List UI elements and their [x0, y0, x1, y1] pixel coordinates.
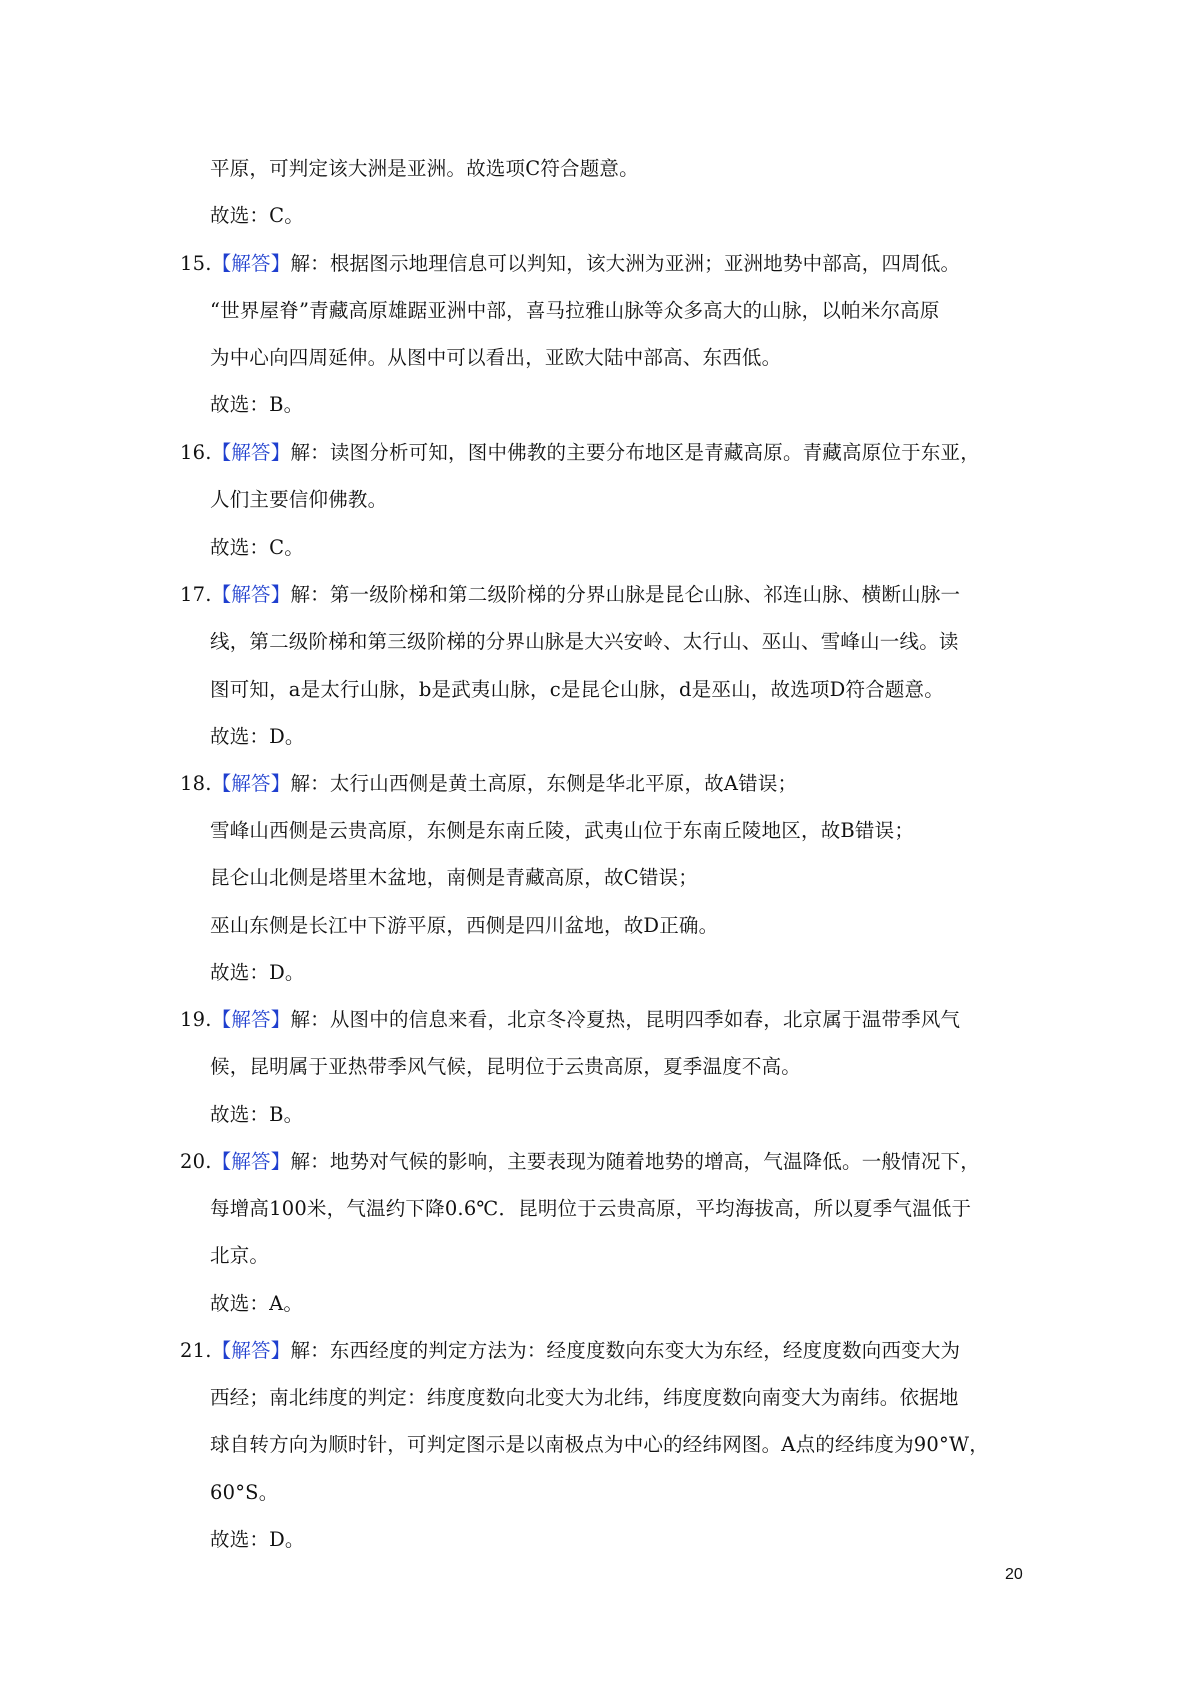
page-number: 20 — [1005, 1566, 1023, 1583]
answer-tag: 【解答】 — [211, 1008, 291, 1031]
question-number: 18. — [180, 772, 212, 795]
answer-tag: 【解答】 — [211, 583, 291, 606]
answer-text: 解：读图分析可知，图中佛教的主要分布地区是青藏高原。青藏高原位于东亚， — [290, 441, 980, 464]
question-17-line-1 — [180, 583, 960, 607]
question-number: 16. — [180, 441, 212, 464]
answer-line: 巫山东侧是长江中下游平原，西侧是四川盆地，故D正确。 — [210, 914, 719, 937]
question-21-line-1 — [180, 1339, 960, 1363]
question-number: 20. — [180, 1150, 212, 1173]
answer-line: 人们主要信仰佛教。 — [210, 488, 388, 511]
answer-text: 解：地势对气候的影响，主要表现为随着地势的增高，气温降低。一般情况下， — [290, 1150, 980, 1173]
answer-text: 解：东西经度的判定方法为：经度度数向东变大为东经，经度度数向西变大为 — [290, 1339, 961, 1362]
question-20-line-1 — [180, 1150, 980, 1174]
answer-choice: 故选：C。 — [210, 536, 304, 559]
answer-text: 解：根据图示地理信息可以判知，该大洲为亚洲；亚洲地势中部高，四周低。 — [290, 252, 961, 275]
answer-tag: 【解答】 — [211, 252, 291, 275]
question-number: 15. — [180, 252, 212, 275]
answer-line: 球自转方向为顺时针，可判定图示是以南极点为中心的经纬网图。A点的经纬度为90°W， — [210, 1433, 989, 1456]
question-15-line-1 — [180, 252, 960, 276]
answer-choice: 故选：B。 — [210, 1103, 304, 1126]
answer-text: 解：从图中的信息来看，北京冬冷夏热，昆明四季如春，北京属于温带季风气 — [290, 1008, 961, 1031]
answer-line: 西经；南北纬度的判定：纬度度数向北变大为北纬，纬度度数向南变大为南纬。依据地 — [210, 1386, 959, 1409]
answer-line: 候，昆明属于亚热带季风气候，昆明位于云贵高原，夏季温度不高。 — [210, 1055, 802, 1078]
answer-line: 昆仑山北侧是塔里木盆地，南侧是青藏高原，故C错误； — [210, 866, 698, 889]
answer-choice: 故选：D。 — [210, 1528, 305, 1551]
answer-tag: 【解答】 — [211, 441, 291, 464]
question-16-line-1 — [180, 441, 980, 465]
answer-choice: 故选：D。 — [210, 725, 305, 748]
question-number: 19. — [180, 1008, 212, 1031]
question-number: 17. — [180, 583, 212, 606]
answer-line: 雪峰山西侧是云贵高原，东侧是东南丘陵，武夷山位于东南丘陵地区，故B错误； — [210, 819, 915, 842]
answer-text: 解：太行山西侧是黄土高原，东侧是华北平原，故A错误； — [290, 772, 798, 795]
answer-line: 每增高100米，气温约下降0.6℃．昆明位于云贵高原，平均海拔高，所以夏季气温低于 — [210, 1197, 972, 1220]
answer-line: 图可知，a是太行山脉，b是武夷山脉，c是昆仑山脉，d是巫山，故选项D符合题意。 — [210, 678, 944, 701]
answer-line: 平原，可判定该大洲是亚洲。故选项C符合题意。 — [210, 157, 639, 180]
question-19-line-1 — [180, 1008, 960, 1032]
answer-tag: 【解答】 — [211, 1339, 291, 1362]
answer-line: 60°S。 — [210, 1481, 279, 1504]
answer-line: 为中心向四周延伸。从图中可以看出，亚欧大陆中部高、东西低。 — [210, 346, 782, 369]
question-number: 21. — [180, 1339, 212, 1362]
answer-line: “世界屋脊”青藏高原雄踞亚洲中部，喜马拉雅山脉等众多高大的山脉，以帕米尔高原 — [210, 299, 940, 322]
answer-tag: 【解答】 — [211, 772, 291, 795]
answer-choice: 故选：D。 — [210, 961, 305, 984]
answer-choice: 故选：C。 — [210, 204, 304, 227]
answer-choice: 故选：B。 — [210, 393, 304, 416]
question-18-line-1 — [180, 772, 797, 796]
answer-line: 北京。 — [210, 1244, 270, 1267]
answer-line: 线，第二级阶梯和第三级阶梯的分界山脉是大兴安岭、太行山、巫山、雪峰山一线。读 — [210, 630, 959, 653]
answer-text: 解：第一级阶梯和第二级阶梯的分界山脉是昆仑山脉、祁连山脉、横断山脉一 — [290, 583, 961, 606]
answer-choice: 故选：A。 — [210, 1292, 304, 1315]
answer-tag: 【解答】 — [211, 1150, 291, 1173]
